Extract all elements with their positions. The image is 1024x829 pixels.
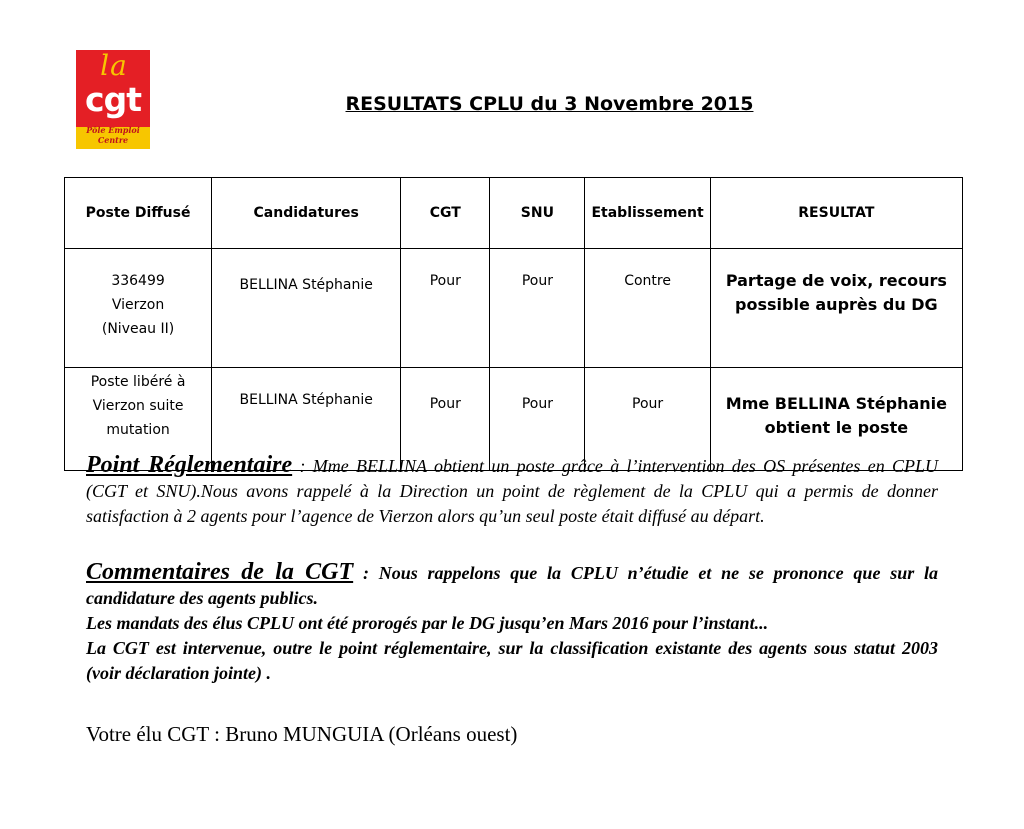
point-reglementaire-paragraph [86, 453, 938, 529]
poste-line: Poste libéré à [90, 374, 186, 390]
cell-resultat [710, 249, 962, 368]
results-table [64, 177, 963, 471]
cell-etablissement: Pour [585, 368, 710, 471]
resultat-line: obtient le poste [764, 418, 909, 437]
poste-line: Vierzon [111, 297, 165, 313]
poste-line: mutation [106, 422, 170, 438]
header-snu: SNU [490, 178, 585, 249]
header-poste: Poste Diffusé [65, 178, 212, 249]
logo-sub-line1: Pôle Emploi [86, 125, 140, 135]
commentaires-text: : Nous rappelons que la CPLU n’étudie et ne se prononce que sur la candidature des agents publics. [86, 563, 938, 608]
poste-line: (Niveau II) [101, 321, 175, 337]
commentaires-paragraph [86, 560, 938, 686]
table-header-row [65, 178, 963, 249]
cell-candidature: BELLINA Stéphanie [212, 368, 401, 471]
header-cgt: CGT [401, 178, 490, 249]
commentaires-line3: La CGT est intervenue, outre le point réglementaire, sur la classification existante des agents sous statut 2003 (voir déclaration jointe) . [86, 638, 938, 683]
point-reglementaire-text: : Mme BELLINA obtient un poste grâce à l’intervention des OS présentes en CPLU (CGT et SNU).Nous avons rappelé à la Direction un point de règlement de la CPLU qui a permis de donner satisfaction à 2 agents pour l’agence de Vierzon alors qu’un seul poste était diffusé au départ. [86, 456, 939, 526]
logo-la-text: la [100, 49, 128, 82]
resultat-line: Partage de voix, recours [725, 271, 947, 290]
poste-line: 336499 [111, 273, 165, 289]
point-reglementaire-heading: Point Réglementaire [86, 452, 293, 478]
logo-sub-line2: Centre [97, 135, 129, 145]
cell-snu: Pour [490, 368, 585, 471]
table-row [65, 249, 963, 368]
poste-line: Vierzon suite [92, 398, 184, 414]
cell-cgt: Pour [401, 249, 490, 368]
resultat-line: possible auprès du DG [735, 295, 938, 314]
logo-subtitle [76, 125, 150, 145]
commentaires-heading: Commentaires de la CGT [86, 559, 354, 585]
commentaires-line2: Les mandats des élus CPLU ont été prorogés par le DG jusqu’en Mars 2016 pour l’instant... [86, 613, 769, 633]
signature: Votre élu CGT : Bruno MUNGUIA (Orléans ouest) [86, 722, 518, 746]
page-title: RESULTATS CPLU du 3 Novembre 2015 [345, 93, 754, 115]
cell-candidature: BELLINA Stéphanie [212, 249, 401, 368]
header-resultat: RESULTAT [710, 178, 962, 249]
cell-etablissement: Contre [585, 249, 710, 368]
cell-poste [65, 249, 212, 368]
cell-snu: Pour [490, 249, 585, 368]
header-etablissement: Etablissement [585, 178, 710, 249]
header-candidatures: Candidatures [212, 178, 401, 249]
resultat-line: Mme BELLINA Stéphanie [725, 394, 947, 413]
cell-cgt: Pour [401, 368, 490, 471]
logo-cgt-text: cgt [85, 80, 141, 119]
